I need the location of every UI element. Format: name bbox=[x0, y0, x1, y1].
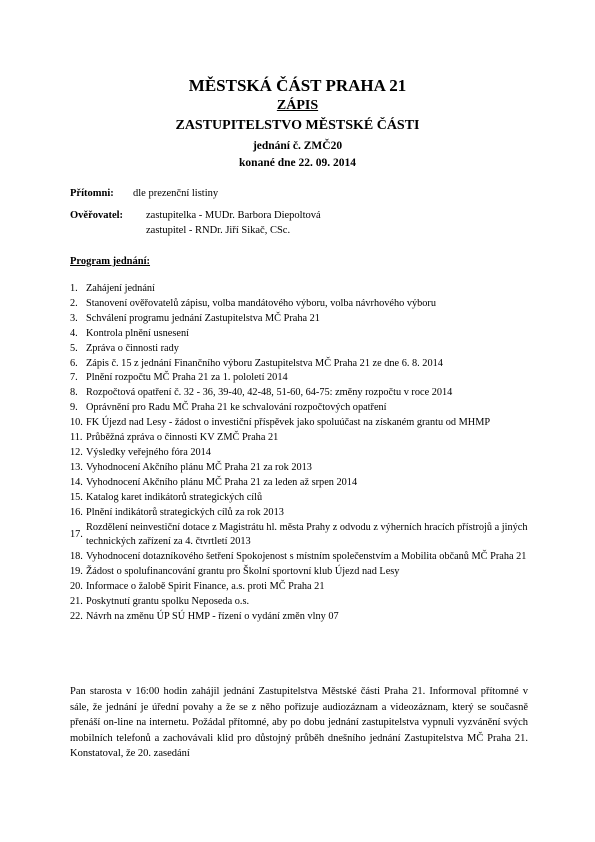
verifiers-label: Ověřovatel: bbox=[70, 210, 124, 221]
meeting-number: jednání č. ZMČ20 bbox=[252, 140, 343, 152]
agenda-item-text: Zpráva o činnosti rady bbox=[86, 342, 179, 354]
agenda-item-text: Výsledky veřejného fóra 2014 bbox=[86, 446, 211, 458]
agenda-item bbox=[70, 491, 540, 506]
agenda-item bbox=[70, 550, 540, 565]
agenda-item-text: Informace o žalobě Spirit Finance, a.s. proti MČ Praha 21 bbox=[86, 581, 325, 593]
agenda-item-number: 19. bbox=[70, 566, 83, 578]
agenda-item-text: Průběžná zpráva o činnosti KV ZMČ Praha 21 bbox=[86, 432, 279, 444]
agenda-item-text: Zahájení jednání bbox=[86, 283, 155, 294]
agenda-item-text: Vyhodnocení dotazníkového šetření Spokojenost s místním společenstvím a Mobilita občanů MČ Praha 21 bbox=[86, 551, 527, 563]
agenda-item-number: 18. bbox=[70, 551, 83, 563]
agenda-item bbox=[70, 297, 540, 312]
opening-paragraph: Pan starosta v 16:00 hodin zahájil jednání Zastupitelstva Městské části Praha 21. Informoval přítomné v sále, že jednání je úřední povahy a že se z něho pořizuje audiozáznam a videozáznam, který se současně přenáší on-line na internetu. Požádal přítomné, aby po dobu jednání zastupitelstva vypnuli vyzvánění svých mobilních telefonů a zachovávali klid pro důstojný průběh dnešního jednání Zastupitelstva MČ Praha 21. Konstatoval, že 20. zasedání bbox=[70, 686, 528, 760]
verifier-2: zastupitel - RNDr. Jiří Sikač, CSc. bbox=[146, 225, 291, 236]
agenda-item-number: 21. bbox=[70, 596, 83, 608]
agenda-item bbox=[70, 371, 540, 386]
present-label: Přítomni: bbox=[70, 188, 114, 199]
agenda-item bbox=[70, 595, 540, 610]
present-value: dle prezenční listiny bbox=[133, 188, 219, 199]
agenda-item bbox=[70, 386, 540, 401]
document-type: ZÁPIS bbox=[276, 98, 319, 113]
agenda-item bbox=[70, 327, 540, 342]
agenda-item bbox=[70, 431, 540, 446]
agenda-item-number: 2. bbox=[70, 297, 78, 309]
agenda-item-number: 22. bbox=[70, 610, 83, 622]
agenda-item bbox=[70, 580, 540, 595]
agenda-item-text: Plnění rozpočtu MČ Praha 21 za 1. pololetí 2014 bbox=[86, 372, 288, 384]
agenda-item-text: Návrh na změnu ÚP SÚ HMP - řízení o vydání změn vlny 07 bbox=[86, 610, 339, 622]
agenda-item-text: Plnění indikátorů strategických cílů za rok 2013 bbox=[86, 506, 284, 518]
agenda-item-number: 4. bbox=[70, 327, 78, 339]
agenda-item-number: 8. bbox=[70, 387, 78, 399]
agenda-item-number: 7. bbox=[70, 372, 78, 384]
agenda-item-number: 14. bbox=[70, 476, 83, 488]
agenda-item bbox=[70, 357, 540, 372]
agenda-item-number: 17. bbox=[70, 528, 83, 540]
agenda-item-text: Vyhodnocení Akčního plánu MČ Praha 21 za leden až srpen 2014 bbox=[86, 476, 358, 488]
verifier-1: zastupitelka - MUDr. Barbora Diepoltová bbox=[146, 210, 321, 221]
meeting-date: konané dne 22. 09. 2014 bbox=[239, 157, 356, 169]
agenda-item bbox=[70, 506, 540, 521]
agenda-item bbox=[70, 446, 540, 461]
agenda-item bbox=[70, 312, 540, 327]
agenda-item-text: Stanovení ověřovatelů zápisu, volba mandátového výboru, volba návrhového výboru bbox=[86, 297, 437, 309]
agenda-item bbox=[70, 565, 540, 580]
agenda-item bbox=[70, 521, 540, 551]
agenda-item-text: Vyhodnocení Akčního plánu MČ Praha 21 za rok 2013 bbox=[86, 461, 312, 473]
agenda-item-text: Katalog karet indikátorů strategických cílů bbox=[86, 491, 263, 503]
agenda-item-number: 9. bbox=[70, 402, 78, 414]
agenda-item-number: 5. bbox=[70, 342, 78, 354]
agenda-item-text: Rozdělení neinvestiční dotace z Magistrátu hl. města Prahy z odvodu z výherních hracích přístrojů a jiných technických zařízení za 4. čtvrtletí 2013 bbox=[86, 521, 528, 548]
agenda-item-text: FK Újezd nad Lesy - žádost o investiční příspěvek jako spoluúčast na získaném grantu od MHMP bbox=[86, 417, 491, 429]
agenda-item-text: Kontrola plnění usnesení bbox=[86, 327, 189, 339]
agenda-item-text: Poskytnutí grantu spolku Neposeda o.s. bbox=[86, 596, 250, 608]
agenda-item-number: 1. bbox=[70, 283, 78, 294]
agenda-item-number: 15. bbox=[70, 491, 83, 503]
agenda-item-number: 12. bbox=[70, 446, 83, 458]
agenda-item bbox=[70, 610, 540, 625]
agenda-item-text: Žádost o spolufinancování grantu pro Školní sportovní klub Újezd nad Lesy bbox=[86, 566, 400, 578]
council-name: ZASTUPITELSTVO MĚSTSKÉ ČÁSTI bbox=[175, 118, 420, 133]
agenda-item-number: 11. bbox=[70, 432, 83, 444]
agenda-item-text: Rozpočtová opatření č. 32 - 36, 39-40, 42-48, 51-60, 64-75: změny rozpočtu v roce 2014 bbox=[86, 387, 453, 399]
agenda-item-number: 6. bbox=[70, 357, 78, 369]
agenda-item bbox=[70, 476, 540, 491]
agenda-item bbox=[70, 416, 540, 431]
agenda-item-text: Zápis č. 15 z jednání Finančního výboru Zastupitelstva MČ Praha 21 ze dne 6. 8. 2014 bbox=[86, 357, 443, 369]
agenda-item bbox=[70, 461, 540, 476]
program-heading: Program jednání: bbox=[70, 256, 151, 267]
agenda-item-text: Oprávnění pro Radu MČ Praha 21 ke schvalování rozpočtových opatření bbox=[86, 402, 387, 414]
agenda-item bbox=[70, 401, 540, 416]
agenda-list bbox=[70, 282, 540, 625]
municipality-title: MĚSTSKÁ ČÁST PRAHA 21 bbox=[188, 76, 407, 95]
agenda-item bbox=[70, 282, 540, 297]
agenda-item-number: 3. bbox=[70, 312, 78, 324]
agenda-item-number: 13. bbox=[70, 461, 83, 473]
agenda-item-text: Schválení programu jednání Zastupitelstva MČ Praha 21 bbox=[86, 312, 320, 324]
agenda-item-number: 20. bbox=[70, 581, 83, 593]
agenda-item-number: 10. bbox=[70, 417, 83, 429]
agenda-item-number: 16. bbox=[70, 506, 83, 518]
agenda-item bbox=[70, 342, 540, 357]
